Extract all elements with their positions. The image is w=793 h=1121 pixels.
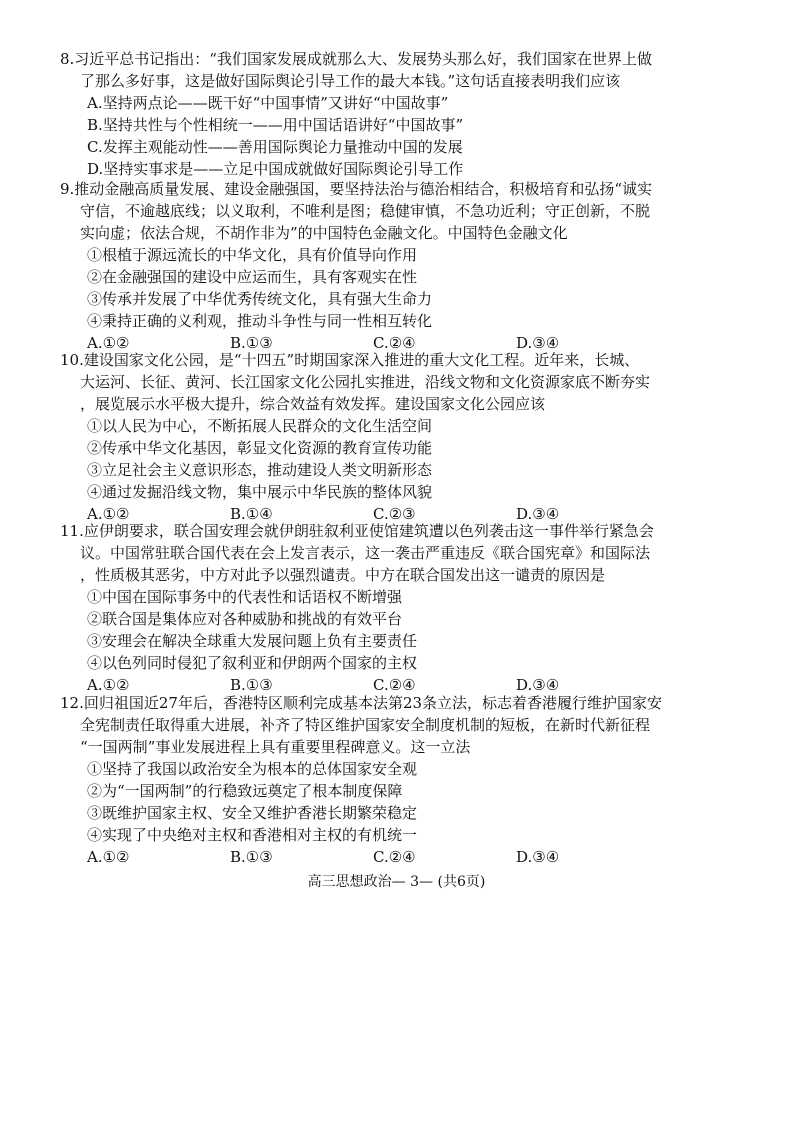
question-stem-line: 大运河、长征、黄河、长江国家文化公园扎实推进，沿线文物和文化资源家底不断夯实 [80, 373, 651, 391]
question-stem-line: “一国两制”事业发展进程上具有重要里程碑意义。这一立法 [80, 738, 471, 756]
choice-b: B.①④ [230, 505, 273, 523]
choice-b: B.①③ [230, 848, 273, 866]
question-11 [60, 520, 740, 696]
choice-a: A.①② [87, 505, 130, 523]
question-stem-line: 全宪制责任取得重大进展，补齐了特区维护国家安全制度机制的短板，在新时代新征程 [80, 716, 651, 734]
statement-3: ③既维护国家主权、安全又维护香港长期繁荣稳定 [87, 804, 418, 822]
option-d: D.坚持实事求是——立足中国成就做好国际舆论引导工作 [87, 160, 464, 178]
option-b: B.坚持共性与个性相统一——用中国话语讲好“中国故事” [87, 116, 464, 134]
statement-1: ①中国在国际事务中的代表性和话语权不断增强 [87, 588, 403, 606]
choice-d: D.③④ [516, 676, 560, 694]
choice-b: B.①③ [230, 676, 273, 694]
choice-d: D.③④ [516, 505, 560, 523]
choice-d: D.③④ [516, 334, 560, 352]
page-footer: 高三思想政治— 3— (共6页) [307, 874, 486, 890]
question-stem-line: 议。中国常驻联合国代表在会上发言表示，这一袭击严重违反《联合国宪章》和国际法 [80, 544, 651, 562]
question-stem-line: ，展览展示水平极大提升，综合效益有效发挥。建设国家文化公园应该 [80, 395, 546, 413]
statement-3: ③安理会在解决全球重大发展问题上负有主要责任 [87, 632, 418, 650]
question-stem-line: ，性质极其恶劣，中方对此予以强烈谴责。中方在联合国发出这一谴责的原因是 [80, 566, 606, 584]
statement-4: ④以色列同时侵犯了叙利亚和伊朗两个国家的主权 [87, 654, 418, 672]
statement-1: ①以人民为中心，不断拓展人民群众的文化生活空间 [87, 417, 433, 435]
statement-4: ④通过发掘沿线文物，集中展示中华民族的整体风貌 [87, 483, 433, 501]
statement-3: ③传承并发展了中华优秀传统文化，具有强大生命力 [87, 290, 433, 308]
statement-1: ①根植于源远流长的中华文化，具有价值导向作用 [87, 246, 418, 264]
statement-3: ③立足社会主义意识形态，推动建设人类文明新形态 [87, 461, 433, 479]
option-a: A.坚持两点论——既干好“中国事情”又讲好“中国故事” [87, 94, 449, 112]
question-stem-line: 12.回归祖国近27年后，香港特区顺利完成基本法第23条立法，标志着香港履行维护国家安 [60, 694, 663, 712]
question-stem-line: 9.推动金融高质量发展、建设金融强国，要坚持法治与德治相结合，积极培育和弘扬“诚实 [60, 180, 652, 198]
question-12 [60, 692, 740, 868]
question-stem-line: 了那么多好事，这是做好国际舆论引导工作的最大本钱。”这句话直接表明我们应该 [80, 72, 621, 90]
statement-1: ①坚持了我国以政治安全为根本的总体国家安全观 [87, 760, 418, 778]
question-stem-line: 10.建设国家文化公园，是“十四五”时期国家深入推进的重大文化工程。近年来，长城、 [60, 351, 640, 369]
answer-choices [60, 846, 740, 868]
statement-2: ②传承中华文化基因，彰显文化资源的教育宣传功能 [87, 439, 433, 457]
option-c: C.发挥主观能动性——善用国际舆论力量推动中国的发展 [87, 138, 463, 156]
choice-d: D.③④ [516, 848, 560, 866]
statement-4: ④实现了中央绝对主权和香港相对主权的有机统一 [87, 826, 418, 844]
question-10 [60, 349, 740, 525]
question-stem-line: 8.习近平总书记指出：“我们国家发展成就那么大、发展势头那么好，我们国家在世界上做 [60, 50, 652, 68]
choice-a: A.①② [87, 334, 130, 352]
choice-c: C.②③ [373, 505, 416, 523]
choice-a: A.①② [87, 676, 130, 694]
choice-c: C.②④ [373, 676, 416, 694]
choice-c: C.②④ [373, 334, 416, 352]
question-stem-line: 实向虚；依法合规，不胡作非为”的中国特色金融文化。中国特色金融文化 [80, 224, 568, 242]
question-8 [60, 48, 740, 180]
choice-c: C.②④ [373, 848, 416, 866]
question-stem-line: 守信，不逾越底线；以义取利，不唯利是图；稳健审慎，不急功近利；守正创新，不脱 [80, 202, 651, 220]
statement-2: ②联合国是集体应对各种威胁和挑战的有效平台 [87, 610, 403, 628]
choice-a: A.①② [87, 848, 130, 866]
statement-2: ②为“一国两制”的行稳致远奠定了根本制度保障 [87, 782, 403, 800]
statement-4: ④秉持正确的义利观，推动斗争性与同一性相互转化 [87, 312, 433, 330]
question-9 [60, 178, 740, 354]
question-stem-line: 11.应伊朗要求，联合国安理会就伊朗驻叙利亚使馆建筑遭以色列袭击这一事件举行紧急会 [60, 522, 654, 540]
statement-2: ②在金融强国的建设中应运而生，具有客观实在性 [87, 268, 418, 286]
choice-b: B.①③ [230, 334, 273, 352]
